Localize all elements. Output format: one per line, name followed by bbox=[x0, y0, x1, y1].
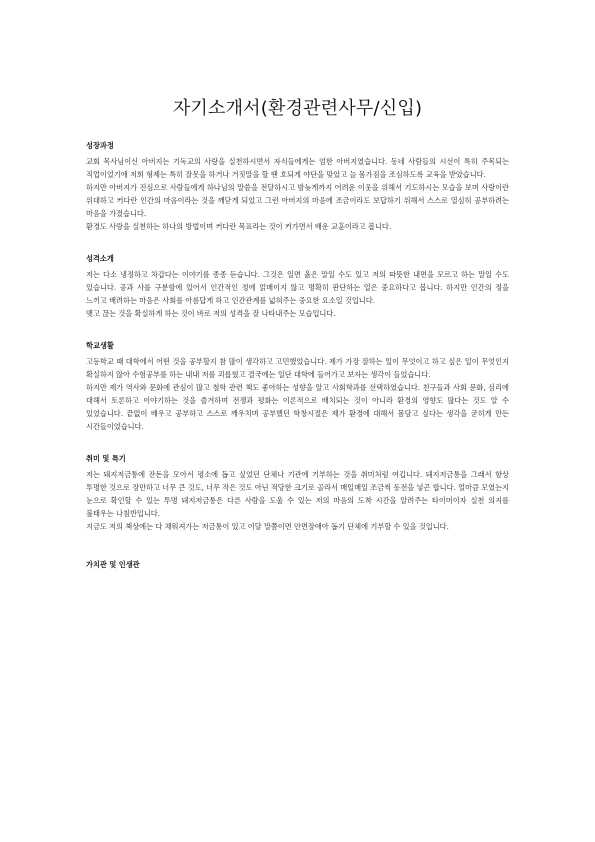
section-personality bbox=[86, 253, 509, 320]
document-body bbox=[86, 140, 509, 570]
document-title: 자기소개서(환경관련사무/신입) bbox=[172, 98, 423, 119]
section-paragraph: 고등학교 때 대학에서 어떤 것을 공부할지 참 많이 생각하고 고민했었습니다. 제가 가장 잘하는 일이 무엇이고 하고 싶은 일이 무엇인지 확실하지 않아 수험공부를 하는 내내 저를 괴롭혔고 결국에는 일단 대학에 들어가고 보자는 생각이 들었습니다. bbox=[86, 357, 509, 379]
section-heading: 성장과정 bbox=[86, 141, 114, 150]
section-paragraph: 환경도 사랑을 실천하는 하나의 방법이며 커다란 목표라는 것이 커가면서 배운 교훈이라고 봅니다. bbox=[86, 222, 392, 231]
section-paragraph: 지금도 저의 책상에는 다 채워져가는 저금통이 있고 이달 말쯤이면 안면장애아 돕기 단체에 기부할 수 있을 것입니다. bbox=[86, 522, 449, 531]
section-heading: 취미 및 특기 bbox=[86, 454, 126, 463]
section-paragraph: 하지만 제가 역사와 문화에 관심이 많고 철학 관련 책도 좋아하는 성향을 알고 사회학과를 선택하였습니다. 친구들과 사회 문화, 심리에 대해서 토론하고 이야기하는 것을 즐겨하며 전쟁과 평화는 이론적으로 배치되는 것이 아니라 환경의 영향도 많다는 것도 알 수 있었습니다. 끝없이 배우고 공부하고 스스로 깨우치며 공부했던 학창시절은 제가 환경에 대해서 몸담고 싶다는 생각을 굳히게 만든 시간들이었습니다. bbox=[86, 383, 509, 431]
section-paragraph: 교회 목사님이신 아버지는 기독교의 사랑을 실천하시면서 자식들에게는 엄한 아버지였습니다. 동네 사람들의 시선이 특히 주목되는 직업이었기에 저희 형제는 특히 잘못을 하거나 거짓말을 할 땐 호되게 야단을 맞았고 늘 몸가짐을 조심하도록 교육을 받았습니다. bbox=[86, 157, 509, 179]
section-school-life bbox=[86, 340, 509, 433]
section-paragraph: 저는 다소 냉정하고 차갑다는 이야기를 종종 듣습니다. 그것은 일면 옳은 말일 수도 있고 저의 따뜻한 내면을 모르고 하는 말일 수도 있습니다. 공과 사를 구분함에 있어서 인간적인 정에 얽매이지 않고 명확히 판단하는 일은 중요하다고 봅니다. 하지만 인간의 정을 느끼고 배려하는 마음은 사회를 아름답게 하고 인간관계를 넓혀주는 중요한 요소일 것입니다. bbox=[86, 270, 509, 305]
section-heading: 성격소개 bbox=[86, 254, 114, 263]
section-hobbies bbox=[86, 453, 509, 533]
section-paragraph: 저는 돼지저금통에 잔돈을 모아서 평소에 돕고 싶었던 단체나 기관에 기부하는 것을 취미처럼 여깁니다. 돼지저금통을 그래서 항상 투명한 것으로 장만하고 너무 큰 것도, 너무 작은 것도 아닌 적당한 크기로 골라서 매일매일 조금씩 동전을 넣곤 합니다. 얼마큼 모였는지 눈으로 확인할 수 있는 투명 돼지저금통은 다른 사람을 도울 수 있는 저의 마음의 도착 시간을 알려주는 타이머이자 실천 의지를 불태우는 나침반입니다. bbox=[86, 470, 509, 518]
section-values bbox=[86, 559, 509, 570]
section-paragraph: 맺고 끊는 것을 확실하게 하는 것이 바로 저의 성격을 잘 나타내주는 모습입니다. bbox=[86, 309, 336, 318]
section-heading: 가치관 및 인생관 bbox=[86, 560, 140, 569]
section-growth bbox=[86, 140, 509, 233]
section-paragraph: 하지만 아버지가 진심으로 사람들에게 하나님의 말씀을 전달하시고 밤늦게까지 어려운 이웃을 위해서 기도하시는 모습을 보며 사랑이란 위대하고 커다란 인간의 마음이라는 것을 깨닫게 되었고 그런 아버지의 마음에 조금이라도 보답하기 위해서 스스로 열심히 공부하려는 마음을 가졌습니다. bbox=[86, 183, 509, 218]
section-heading: 학교생활 bbox=[86, 341, 114, 350]
